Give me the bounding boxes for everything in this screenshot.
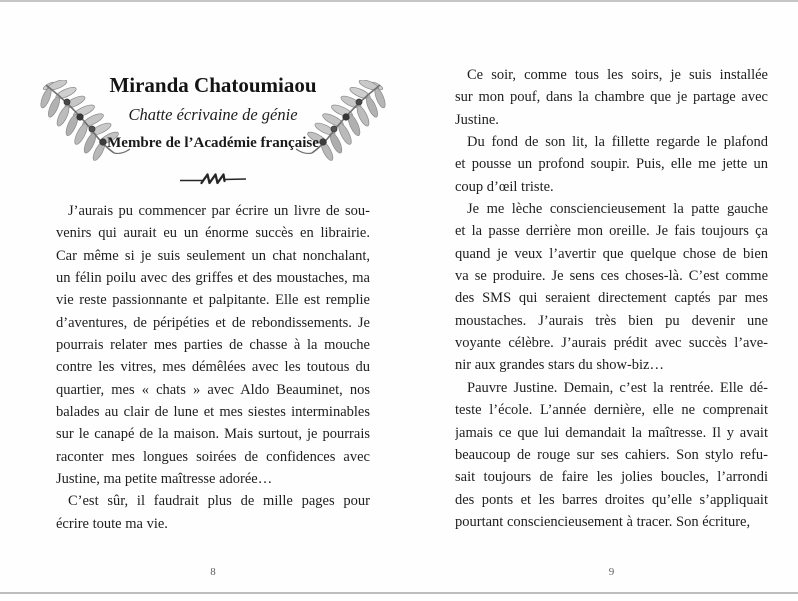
text-line: C’est sûr, il faudrait plus de mille pages pour <box>68 493 370 510</box>
text-line: teste l’école. L’année dernière, elle ne comprenait <box>455 402 768 419</box>
text-line: vie reste passionnante et palpitante. Elle est remplie <box>56 292 370 309</box>
left-page <box>56 0 370 601</box>
text-line: des ponts et les barres droites qu’elle s’appliquait <box>455 491 768 508</box>
text-line: beaucoup de rouge sur ses cahiers. Son stylo refu- <box>455 446 768 463</box>
text-line: Du fond de son lit, la fillette regarde le plafond <box>467 134 768 151</box>
text-line: Ce soir, comme tous les soirs, je suis installée <box>467 67 768 83</box>
author-affiliation: Membre de l’Académie française <box>107 135 319 151</box>
left-page-text <box>56 200 370 535</box>
author-name: Miranda Chatoumiaou <box>109 73 317 97</box>
bottom-rule <box>0 592 798 594</box>
right-page-text <box>455 64 768 533</box>
text-line: pourrais relater mes parties de chasse à la mouche <box>56 337 370 354</box>
text-line: Pauvre Justine. Demain, c’est la rentrée. Elle dé- <box>467 379 768 396</box>
text-line: quartier, mes « chats » avec Aldo Beauminet, nos <box>56 381 370 398</box>
text-line: écrire toute ma vie. <box>56 515 168 532</box>
text-line: Je me lèche consciencieusement la patte gauche <box>467 201 768 218</box>
text-line: moustaches. J’aurais très bien pu devenir une <box>455 312 768 329</box>
text-line: Justine, ma petite maîtresse adorée… <box>56 471 273 488</box>
text-line: sait toujours de faire les jolies boucles, l’arrondi <box>455 469 768 486</box>
page-number-left: 8 <box>210 566 216 578</box>
text-line: des SMS qui seraient directement captés par mes <box>455 290 768 307</box>
author-role: Chatte écrivaine de génie <box>128 105 298 124</box>
text-line: balades au clair de lune et mes siestes interminables <box>56 404 370 421</box>
text-line: voyante célèbre. J’aurais prédit avec succès l’ave- <box>455 335 768 352</box>
text-line: jamais ce que lui demandait la maîtresse. Il y avait <box>455 424 768 441</box>
text-line: quand je veux l’avertir que quelque chose de bien <box>455 245 768 262</box>
text-line: et la passe derrière mon oreille. Je fais toujours ça <box>455 223 768 240</box>
text-line: et pousse un profond soupir. Puis, elle me jette un <box>455 156 768 173</box>
text-line: sur le canapé de la maison. Mais surtout, je pourrais <box>56 426 370 443</box>
text-line: nir aux grandes stars du show-biz… <box>455 357 664 374</box>
text-line: coup d’œil triste. <box>455 178 554 195</box>
text-line: raconter mes longues soirées de confidences avec <box>56 448 370 465</box>
text-line: sur mon pouf, dans la chambre que je partage avec <box>455 89 768 106</box>
text-line: J’aurais pu commencer par écrire un livre de sou- <box>68 203 370 219</box>
page-number-right: 9 <box>608 566 615 578</box>
text-line: d’aventures, de péripéties et de rebondissements. Je <box>56 314 370 331</box>
text-line: un félin poilu avec des griffes et des moustaches, ma <box>56 270 370 287</box>
text-line: va se produire. Je sens ces choses-là. C’est comme <box>455 268 768 285</box>
text-line: pourtant consciencieusement à tracer. Son écriture, <box>455 513 751 530</box>
text-line: Car même si je suis seulement un chat nonchalant, <box>56 247 370 264</box>
chapter-header <box>56 0 370 200</box>
text-line: contre les vitres, mes démêlées avec les toutous du <box>56 359 370 376</box>
text-line: venirs qui aurait eu un énorme succès en librairie. <box>56 225 370 242</box>
text-line: Justine. <box>455 111 499 128</box>
right-page <box>455 0 768 601</box>
rope-divider-icon <box>179 171 247 187</box>
